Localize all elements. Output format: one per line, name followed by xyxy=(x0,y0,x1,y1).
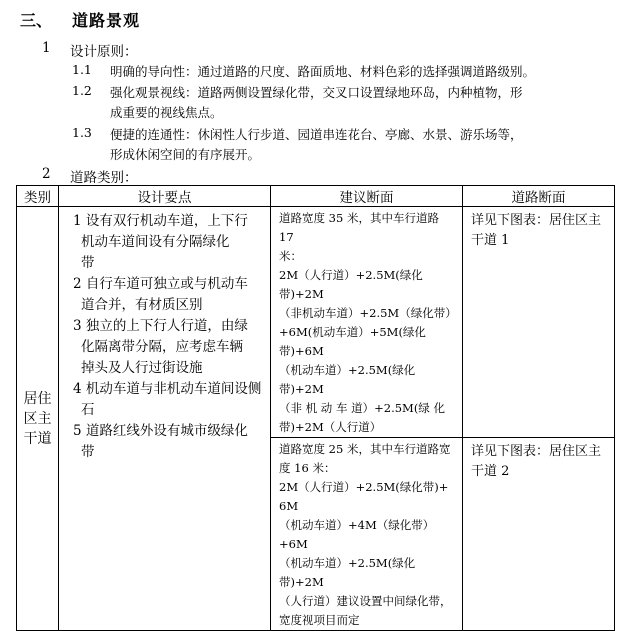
principle-number: 1.1 xyxy=(72,62,92,77)
requirement-line: 3 独立的上下行人行道，由绿 xyxy=(73,318,248,334)
section-line: （机动车道）+2.5M(绿化带)+2M xyxy=(279,556,416,589)
suggested-section-cell xyxy=(271,438,463,631)
table-row xyxy=(17,207,615,438)
header-requirements: 设计要点 xyxy=(59,186,271,207)
requirement-line: 化隔离带分隔，应考虑车辆 xyxy=(81,339,243,355)
principle-text: 形成休闲空间的有序展开。 xyxy=(110,147,261,162)
road-section-cell xyxy=(463,438,615,631)
section-line: 米： xyxy=(279,249,302,263)
section-number: 三、 xyxy=(20,11,53,30)
section-line: （非机动车道）+2.5M（绿化带） xyxy=(279,306,457,320)
principle-number: 1.3 xyxy=(72,125,92,140)
header-category: 类别 xyxy=(17,186,59,207)
section-line: 2M（人行道）+2.5M(绿化带)+ 6M xyxy=(279,480,449,513)
diagram-ref: 干道 2 xyxy=(471,464,510,479)
principles-number: 1 xyxy=(42,40,51,56)
diagram-ref: 详见下图表：居住区主 xyxy=(471,444,602,459)
category-line: 居住 xyxy=(23,390,52,407)
requirements-cell xyxy=(59,207,271,631)
section-line: （机动车道）+2.5M(绿化带)+2M xyxy=(279,363,416,396)
requirement-item xyxy=(67,421,266,463)
table-header-row xyxy=(17,186,615,207)
requirement-line: 2 自行车道可独立或与机动车 xyxy=(73,276,248,292)
diagram-ref: 详见下图表：居住区主 xyxy=(471,213,602,228)
requirement-line: 石 xyxy=(81,402,95,418)
section-line: （机动车道）+4M（绿化带）+6M xyxy=(279,518,435,551)
section-title: 道路景观 xyxy=(72,11,141,30)
requirement-line: 1 设有双行机动车道，上下行 xyxy=(73,213,248,229)
road-table xyxy=(16,185,615,631)
suggested-section-cell xyxy=(271,207,463,438)
requirement-line: 道合并，有材质区别 xyxy=(81,297,203,313)
requirement-line: 带 xyxy=(81,255,95,271)
types-title: 道路类别： xyxy=(70,170,138,186)
category-line: 干道 xyxy=(23,430,52,447)
requirement-item xyxy=(67,211,266,274)
section-line: +6M(机动车道）+5M(绿化带)+6M xyxy=(279,325,426,358)
section-line: （人行道）建议设置中间绿化带， xyxy=(279,594,452,608)
header-road-section: 道路断面 xyxy=(463,186,615,207)
requirement-line: 机动车道间设有分隔绿化 xyxy=(81,234,230,250)
requirement-item xyxy=(67,316,266,379)
category-line: 区主 xyxy=(23,410,52,427)
section-line: 带)+2M（人行道） xyxy=(279,420,382,434)
section-line: 道路宽度 25 米，其中车行道路宽 xyxy=(279,442,451,456)
category-cell xyxy=(17,207,59,631)
principles-title: 设计原则： xyxy=(70,44,138,60)
section-line: 道路宽度 35 米，其中车行道路 17 xyxy=(279,211,439,244)
section-line: 2M（人行道）+2.5M(绿化带)+2M xyxy=(279,268,423,301)
road-section-cell xyxy=(463,207,615,438)
requirement-item xyxy=(67,274,266,316)
requirement-item xyxy=(67,379,266,421)
section-line: 宽度视项目而定 xyxy=(279,613,360,627)
requirement-line: 5 道路红线外设有城市级绿化 xyxy=(73,423,248,439)
section-line: 度 16 米： xyxy=(279,461,336,475)
requirement-line: 带 xyxy=(81,444,95,460)
principle-text: 明确的导向性：通过道路的尺度、路面质地、材料色彩的选择强调道路级别。 xyxy=(110,64,536,79)
principle-text: 强化观景视线：道路两侧设置绿化带，交叉口设置绿地环岛，内种植物，形 xyxy=(110,85,523,100)
principle-text: 便捷的连通性：休闲性人行步道、园道串连花台、亭廊、水景、游乐场等， xyxy=(110,127,523,142)
requirement-line: 掉头及人行过街设施 xyxy=(81,360,203,376)
requirement-line: 4 机动车道与非机动车道间设侧 xyxy=(73,381,262,397)
principle-number: 1.2 xyxy=(72,83,92,98)
types-number: 2 xyxy=(42,166,51,182)
header-suggested-section: 建议断面 xyxy=(271,186,463,207)
section-line: （非 机 动 车 道）+2.5M(绿 化 xyxy=(279,401,445,415)
principle-text: 成重要的视线焦点。 xyxy=(110,105,223,120)
diagram-ref: 干道 1 xyxy=(471,233,510,248)
